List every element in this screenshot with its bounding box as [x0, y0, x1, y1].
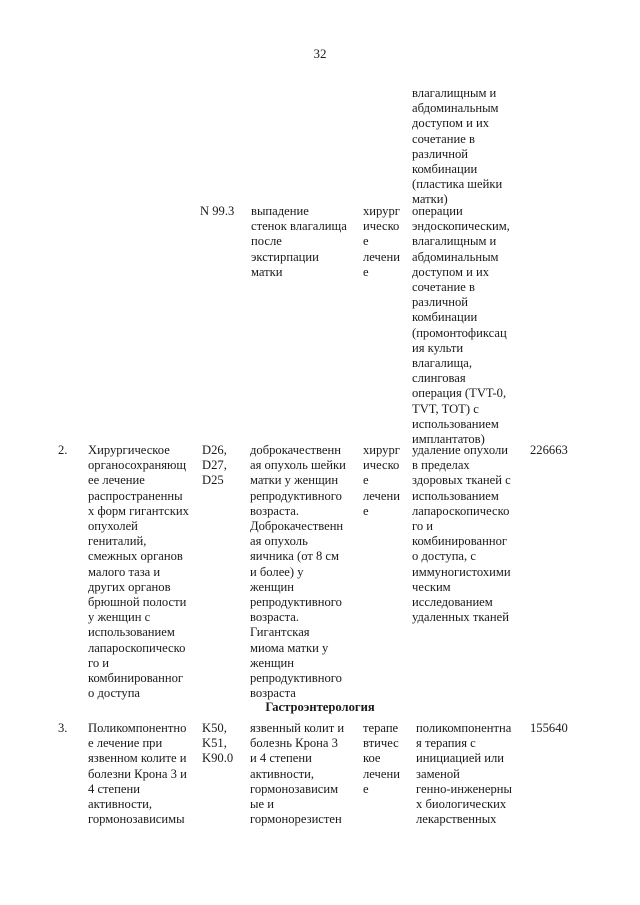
treatment-name-cell: Поликомпонентно е лечение при язвенном колите и болезни Крона 3 и 4 степени активности, гормонозависимы: [88, 721, 187, 827]
treatment-name-cell: Хирургическое органосохраняющ ее лечение распространенны х форм гигантских опухолей гениталий, смежных органов малого таза и других органов брюшной полости у женщин с использованием лапароскопическо го и комбинированног о доступа: [88, 443, 189, 701]
cost-cell: 155640: [530, 721, 568, 735]
method-cell: поликомпонентна я терапия с инициацией или заменой генно-инженерны х биологических лекарственных: [416, 721, 512, 827]
diagnosis-cell: доброкачественн ая опухоль шейки матки у женщин репродуктивного возраста. Доброкачественн ая опухоль яичника (от 8 см и более) у женщин репродуктивного возраста. Гигантская миома матки у женщин репродуктивного возраста: [250, 443, 346, 701]
section-title: Гастроэнтерология: [265, 700, 375, 714]
page-number: 32: [313, 46, 327, 61]
cost-cell: 226663: [530, 443, 568, 457]
code-cell: K50, K51, K90.0: [202, 721, 234, 766]
diagnosis-cell: язвенный колит и болезнь Крона 3 и 4 степени активности, гормонозависим ые и гормонорезистен: [250, 721, 345, 827]
code-cell: N 99.3: [200, 204, 235, 218]
treatment-type-cell: хирург ическо е лечени е: [363, 443, 400, 518]
treatment-type-cell: терапе втичес кое лечени е: [363, 721, 400, 796]
method-cell: операции эндоскопическим, влагалищным и абдоминальным доступом и их сочетание в различной комбинации (промонтофиксац ия культи влагалища, слинговая операция (TVT-0, TVT, TOT) с использованием имплантатов): [412, 204, 510, 447]
diagnosis-cell: выпадение стенок влагалища после экстирпации матки: [251, 204, 347, 279]
method-cell: удаление опухоли в пределах здоровых тканей с использованием лапароскопическо го и комбинированног о доступа, с иммуногистохими ческим исследованием удаленных тканей: [412, 443, 511, 625]
code-cell: D26, D27, D25: [202, 443, 227, 488]
treatment-type-cell: хирург ическо е лечени е: [363, 204, 400, 279]
method-continuation: влагалищным и абдоминальным доступом и их сочетание в различной комбинации (пластика шейки матки): [412, 86, 503, 207]
row-number: 2.: [58, 443, 68, 457]
row-number: 3.: [58, 721, 68, 735]
